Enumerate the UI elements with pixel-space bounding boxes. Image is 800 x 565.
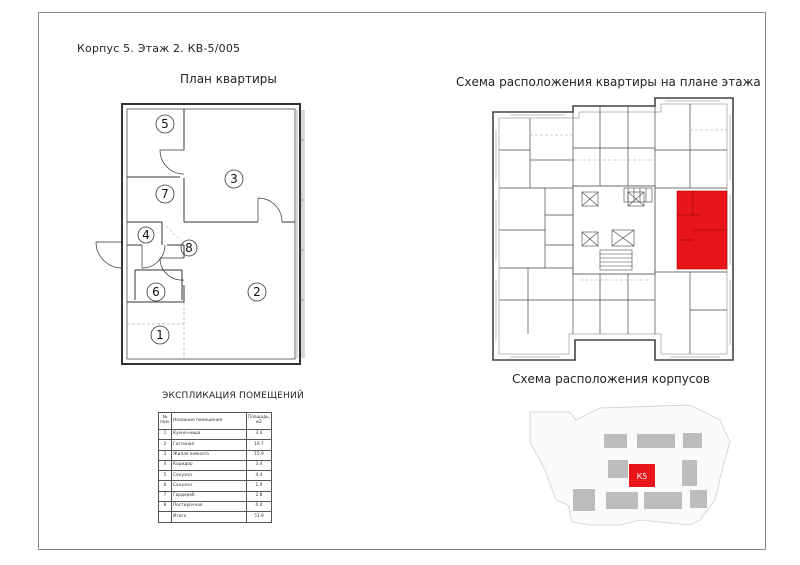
room-name-cell: Гостиная	[172, 440, 247, 450]
room-name-cell: Итого	[172, 512, 247, 522]
table-row	[159, 471, 272, 481]
room-number-cell: 8	[159, 502, 172, 512]
room-area-cell: 0.4	[246, 502, 271, 512]
room-area-cell: 2.8	[246, 491, 271, 501]
building-block	[683, 433, 702, 448]
plan-partitions	[127, 109, 295, 302]
building-k5-label: К5	[636, 472, 648, 481]
floor-scheme	[493, 98, 733, 360]
room-number-circles	[138, 115, 266, 344]
room-number-2: 2	[253, 285, 261, 299]
plan-doors	[96, 150, 282, 280]
table-row	[159, 512, 272, 522]
building-block	[690, 490, 707, 508]
room-area-cell: 3.4	[246, 460, 271, 470]
plan-inner-wall-line	[127, 109, 295, 359]
room-number-cell: 3	[159, 450, 172, 460]
room-number-cell: 5	[159, 471, 172, 481]
room-name-cell: Санузел	[172, 471, 247, 481]
table-row	[159, 491, 272, 501]
table-row	[159, 481, 272, 491]
explication-table	[158, 412, 272, 523]
room-area-cell: 19.7	[246, 440, 271, 450]
table-row	[159, 450, 272, 460]
room-number-cell: 2	[159, 440, 172, 450]
room-number-cell: 6	[159, 481, 172, 491]
buildings-scheme-title: Схема расположения корпусов	[512, 372, 710, 386]
room-number-6: 6	[152, 285, 160, 299]
room-name-cell: Санузел	[172, 481, 247, 491]
building-block	[644, 492, 682, 509]
room-number-8: 8	[185, 241, 193, 255]
room-number-4: 4	[142, 228, 150, 242]
apartment-plan	[96, 104, 304, 364]
buildings-scheme	[530, 405, 730, 525]
room-number-cell: 7	[159, 491, 172, 501]
room-number-5: 5	[161, 117, 169, 131]
room-area-cell: 1.9	[246, 481, 271, 491]
explication-header-row	[159, 413, 272, 430]
room-name-cell: Коридор	[172, 460, 247, 470]
room-area-cell: 3.4	[246, 430, 271, 440]
table-row	[159, 430, 272, 440]
table-row	[159, 440, 272, 450]
room-name-cell: Кухня-ниша	[172, 430, 247, 440]
floor-scheme-title: Схема расположения квартиры на плане этажа	[456, 75, 761, 89]
header-room-number: № пом.	[159, 413, 172, 430]
document-title: Корпус 5. Этаж 2. КВ-5/005	[77, 42, 241, 55]
room-name-cell: Жилая комната	[172, 450, 247, 460]
building-block	[608, 460, 628, 478]
room-number-1: 1	[156, 328, 164, 342]
room-number-7: 7	[161, 187, 169, 201]
room-name-cell: Постирочная	[172, 502, 247, 512]
explication-title: ЭКСПЛИКАЦИЯ ПОМЕЩЕНИЙ	[162, 391, 304, 401]
room-area-cell: 4.4	[246, 471, 271, 481]
header-room-name: Название помещения	[172, 413, 247, 430]
room-number-cell: 4	[159, 460, 172, 470]
room-number-3: 3	[230, 172, 238, 186]
building-block	[606, 492, 638, 509]
explication-body	[159, 430, 272, 523]
building-block	[604, 434, 627, 448]
room-area-cell: 51.9	[246, 512, 271, 522]
building-block	[637, 434, 675, 448]
header-room-area: Площадь, м2	[246, 413, 271, 430]
table-row	[159, 502, 272, 512]
room-number-cell: 1	[159, 430, 172, 440]
room-name-cell: Гардероб	[172, 491, 247, 501]
room-number-cell	[159, 512, 172, 522]
table-row	[159, 460, 272, 470]
apartment-plan-title: План квартиры	[180, 72, 277, 86]
room-area-cell: 15.9	[246, 450, 271, 460]
building-block	[682, 460, 697, 486]
building-block	[573, 489, 595, 511]
